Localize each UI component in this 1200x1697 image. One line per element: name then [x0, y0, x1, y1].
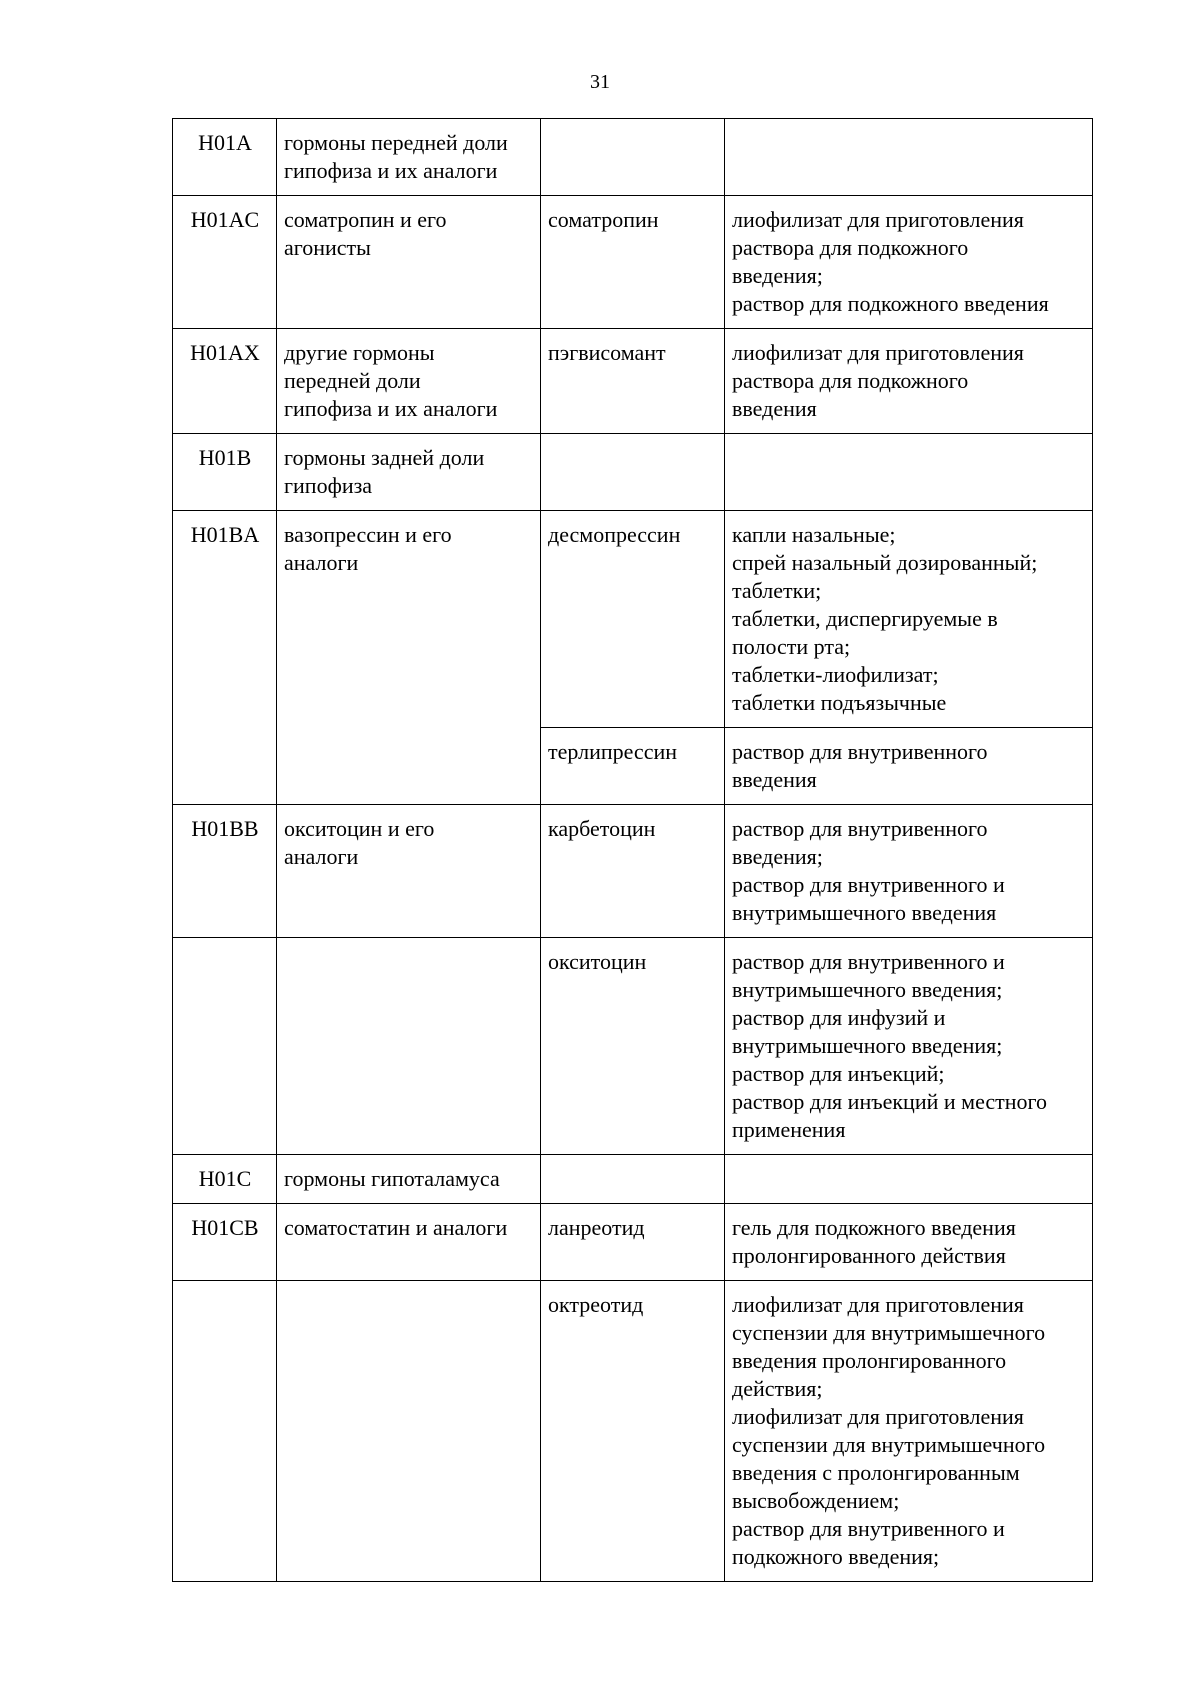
atc-code-cell [173, 938, 277, 1155]
table-row [173, 938, 1093, 1155]
dosage-form-cell [725, 434, 1093, 511]
dosage-form-cell: лиофилизат для приготовления раствора для подкожного введения [725, 329, 1093, 434]
atc-code-cell: H01B [173, 434, 277, 511]
inn-cell: терлипрессин [541, 728, 725, 805]
table-row [173, 196, 1093, 329]
table-row [173, 329, 1093, 434]
group-cell: другие гормоны передней доли гипофиза и их аналоги [277, 329, 541, 434]
dosage-form-cell: лиофилизат для приготовления раствора для подкожного введения; раствор для подкожного введения [725, 196, 1093, 329]
table-row [173, 119, 1093, 196]
inn-cell: соматропин [541, 196, 725, 329]
atc-code-cell: H01BA [173, 511, 277, 805]
group-cell [277, 938, 541, 1155]
group-cell [277, 1281, 541, 1582]
dosage-form-cell: раствор для внутривенного введения; раствор для внутривенного и внутримышечного введения [725, 805, 1093, 938]
group-cell: вазопрессин и его аналоги [277, 511, 541, 805]
atc-code-cell: H01A [173, 119, 277, 196]
group-cell: гормоны задней доли гипофиза [277, 434, 541, 511]
dosage-form-cell: капли назальные; спрей назальный дозированный; таблетки; таблетки, диспергируемые в полости рта; таблетки-лиофилизат; таблетки подъязычные [725, 511, 1093, 728]
table-row [173, 434, 1093, 511]
inn-cell: ланреотид [541, 1204, 725, 1281]
atc-code-cell: H01BB [173, 805, 277, 938]
inn-cell [541, 119, 725, 196]
atc-code-cell: H01CB [173, 1204, 277, 1281]
group-cell: гормоны передней доли гипофиза и их аналоги [277, 119, 541, 196]
table-row [173, 511, 1093, 728]
inn-cell: окситоцин [541, 938, 725, 1155]
inn-cell [541, 434, 725, 511]
atc-code-cell: H01C [173, 1155, 277, 1204]
inn-cell: октреотид [541, 1281, 725, 1582]
atc-code-cell: H01AX [173, 329, 277, 434]
drug-table [172, 118, 1093, 1582]
table-row [173, 1281, 1093, 1582]
inn-cell [541, 1155, 725, 1204]
inn-cell: карбетоцин [541, 805, 725, 938]
dosage-form-cell [725, 1155, 1093, 1204]
inn-cell: десмопрессин [541, 511, 725, 728]
dosage-form-cell: раствор для внутривенного и внутримышечного введения; раствор для инфузий и внутримышечного введения; раствор для инъекций; раствор для инъекций и местного применения [725, 938, 1093, 1155]
inn-cell: пэгвисомант [541, 329, 725, 434]
dosage-form-cell: гель для подкожного введения пролонгированного действия [725, 1204, 1093, 1281]
dosage-form-cell [725, 119, 1093, 196]
table-row [173, 1204, 1093, 1281]
atc-code-cell [173, 1281, 277, 1582]
group-cell: окситоцин и его аналоги [277, 805, 541, 938]
dosage-form-cell: раствор для внутривенного введения [725, 728, 1093, 805]
atc-code-cell: H01AC [173, 196, 277, 329]
dosage-form-cell: лиофилизат для приготовления суспензии для внутримышечного введения пролонгированного действия; лиофилизат для приготовления суспензии для внутримышечного введения с пролонгированным высвобождением; раствор для внутривенного и подкожного введения; [725, 1281, 1093, 1582]
group-cell: гормоны гипоталамуса [277, 1155, 541, 1204]
table-row [173, 1155, 1093, 1204]
group-cell: соматостатин и аналоги [277, 1204, 541, 1281]
page-number: 31 [590, 71, 610, 93]
table-row [173, 805, 1093, 938]
group-cell: соматропин и его агонисты [277, 196, 541, 329]
